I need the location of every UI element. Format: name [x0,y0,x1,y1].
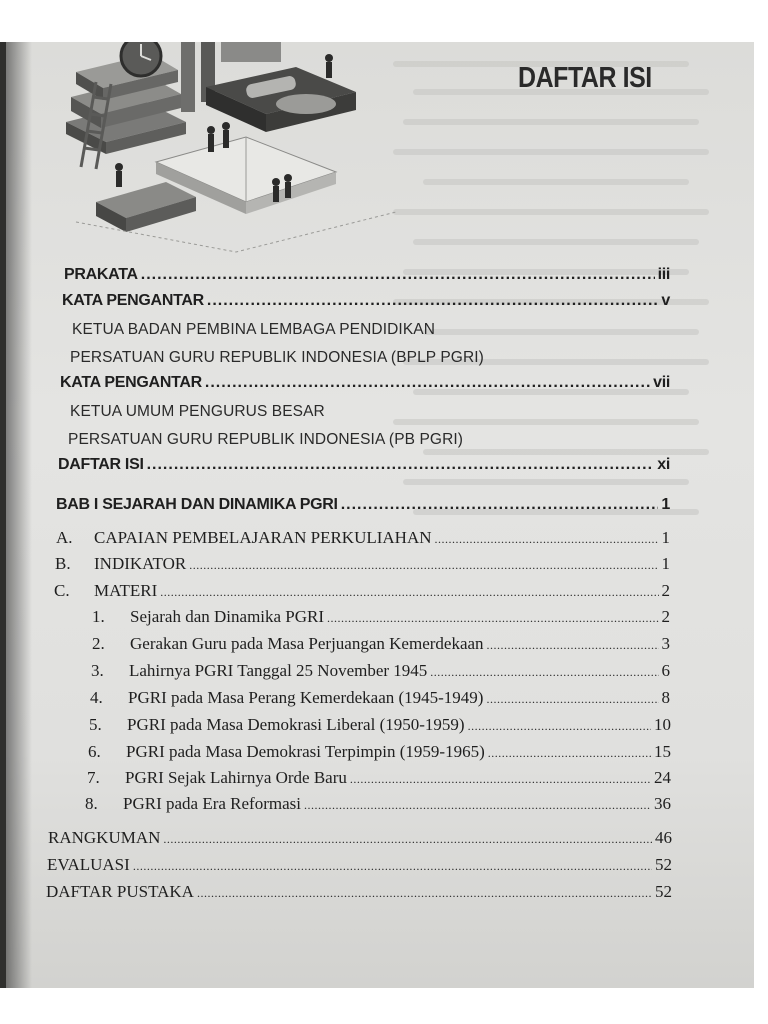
toc-leader [141,266,655,284]
toc-leader [189,558,658,573]
toc-section-letter: A. [56,528,73,547]
toc-label: DAFTAR PUSTAKA [46,882,194,901]
toc-entry-prakata [64,266,670,284]
toc-page: 1 [661,554,670,573]
clock-icon [121,42,161,76]
toc-entry-materi-7 [87,768,671,788]
toc-label: CAPAIAN PEMBELAJARAN PERKULIAHAN [94,528,432,547]
toc-subtitle: KETUA UMUM PENGURUS BESAR [70,403,325,420]
toc-page: 1 [661,496,670,513]
page-gutter-shadow [6,42,32,988]
toc-label: PGRI pada Masa Perang Kemerdekaan (1945-1949) [128,688,484,707]
toc-entry-materi-1 [92,607,670,627]
toc-leader [197,886,652,901]
table-icon [206,67,356,132]
toc-leader [205,374,650,392]
toc-entry-materi-3 [91,661,670,681]
toc-entry-daftar-isi [58,456,670,474]
toc-entry-daftar-pustaka [46,882,672,902]
toc-leader [304,798,651,813]
toc-label: RANGKUMAN [48,828,161,847]
toc-label: PGRI pada Masa Demokrasi Liberal (1950-1959) [127,715,465,734]
toc-item-number: 1. [92,607,105,626]
toc-page: 3 [661,634,670,653]
toc-entry-materi-2 [92,634,670,654]
toc-item-number: 6. [88,742,101,761]
toc-page: 46 [655,828,672,847]
toc-page: v [661,292,670,309]
toc-section-letter: C. [54,581,70,600]
toc-entry-evaluasi [47,855,672,875]
toc-leader [486,692,658,707]
library-illustration [56,42,396,257]
toc-label: DAFTAR ISI [58,456,144,473]
toc-page: vii [653,374,670,391]
toc-entry-rangkuman [48,828,672,848]
toc-label: PRAKATA [64,266,138,283]
toc-page: 24 [654,768,671,787]
book-page [6,42,754,988]
toc-section-letter: B. [55,554,71,573]
toc-page: 1 [661,528,670,547]
toc-label: PGRI pada Masa Demokrasi Terpimpin (1959-1965) [126,742,485,761]
toc-leader [341,496,659,514]
toc-item-number: 5. [89,715,102,734]
toc-label: Lahirnya PGRI Tanggal 25 November 1945 [129,661,428,680]
toc-leader [133,859,652,874]
toc-label: MATERI [94,581,158,600]
toc-page: 10 [654,715,671,734]
toc-item-number: 4. [90,688,103,707]
toc-entry-section-a [56,528,670,548]
toc-item-number: 7. [87,768,100,787]
toc-page: 15 [654,742,671,761]
toc-entry-materi-4 [90,688,670,708]
toc-leader [160,585,658,600]
toc-entry-materi-8 [85,794,671,814]
toc-subtitle: KETUA BADAN PEMBINA LEMBAGA PENDIDIKAN [72,321,435,338]
toc-leader [487,638,659,653]
toc-leader [207,292,659,310]
toc-leader [147,456,655,474]
toc-label: INDIKATOR [94,554,187,573]
toc-label: BAB I SEJARAH DAN DINAMIKA PGRI [56,496,338,513]
toc-label: EVALUASI [47,855,130,874]
lower-books-icon [96,182,196,232]
toc-page: 2 [661,607,670,626]
toc-leader [350,772,651,787]
toc-entry-kata-pengantar-2 [60,374,670,392]
toc-page: 36 [654,794,671,813]
toc-entry-chapter [56,496,670,514]
toc-item-number: 8. [85,794,98,813]
toc-label: KATA PENGANTAR [60,374,202,391]
toc-leader [488,746,651,761]
toc-leader [327,611,658,626]
toc-entry-section-b [55,554,670,574]
page-title: DAFTAR ISI [518,62,652,94]
toc-leader [468,719,651,734]
toc-entry-section-c [54,581,670,601]
toc-subtitle: PERSATUAN GURU REPUBLIK INDONESIA (PB PGRI) [68,431,464,448]
toc-label: PGRI Sejak Lahirnya Orde Baru [125,768,347,787]
toc-label: KATA PENGANTAR [62,292,204,309]
toc-page: 52 [655,882,672,901]
toc-page: 52 [655,855,672,874]
toc-label: Sejarah dan Dinamika PGRI [130,607,325,626]
toc-entry-materi-5 [89,715,671,735]
toc-page: iii [657,266,670,283]
toc-item-number: 3. [91,661,104,680]
toc-subtitle: PERSATUAN GURU REPUBLIK INDONESIA (BPLP PGRI) [70,349,484,366]
toc-page: 6 [661,661,670,680]
toc-leader [163,832,652,847]
toc-label: Gerakan Guru pada Masa Perjuangan Kemerdekaan [130,634,484,653]
toc-label: PGRI pada Era Reformasi [123,794,301,813]
toc-leader [430,665,658,680]
toc-leader [435,532,659,547]
toc-page: 8 [661,688,670,707]
toc-entry-kata-pengantar-1 [62,292,670,310]
toc-page: 2 [661,581,670,600]
toc-page: xi [657,456,670,473]
toc-entry-materi-6 [88,742,671,762]
toc-item-number: 2. [92,634,105,653]
